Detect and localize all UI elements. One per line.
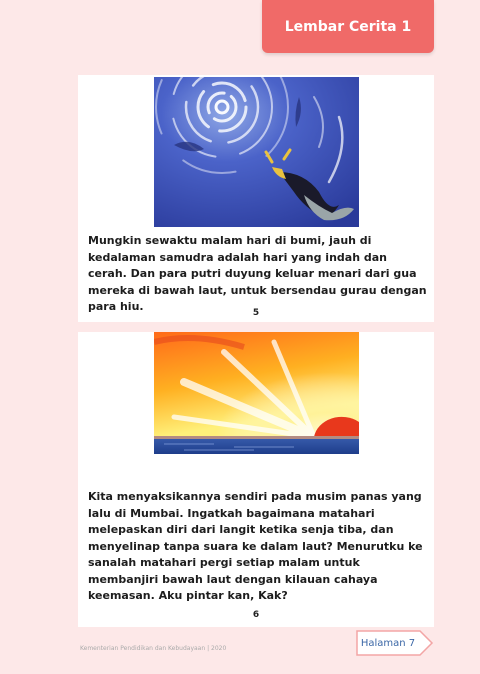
page-number-label: Halaman 7 (360, 637, 416, 649)
publisher-credit: Kementerian Pendidikan dan Kebudayaan | 2020 (80, 645, 227, 652)
story-card-2 (78, 332, 434, 627)
story-card-1 (78, 75, 434, 322)
story-page-number: 5 (252, 308, 260, 318)
story-text: Mungkin sewaktu malam hari di bumi, jauh di kedalaman samudra adalah hari yang indah dan cerah. Dan para putri duyung keluar menari dari gua mereka di bawah laut, untuk bersendau gurau dengan para hiu. (88, 234, 427, 313)
sheet-title-tab (262, 0, 434, 53)
sheet-title: Lembar Cerita 1 (284, 18, 412, 35)
story-page-number: 6 (252, 610, 260, 620)
page-number-badge (356, 630, 434, 656)
sunset-sea-illustration (154, 332, 359, 454)
story-text: Kita menyaksikannya sendiri pada musim panas yang lalu di Mumbai. Ingatkah bagaimana matahari melepaskan diri dari langit ketika senja tiba, dan menyelinap tanpa suara ke dalam laut? Menurutku ke sanalah matahari pergi setiap malam untuk membanjiri bawah laut dengan kilauan cahaya keemasan. Aku pintar kan, Kak? (88, 490, 423, 602)
mermaid-underwater-illustration (154, 77, 359, 227)
